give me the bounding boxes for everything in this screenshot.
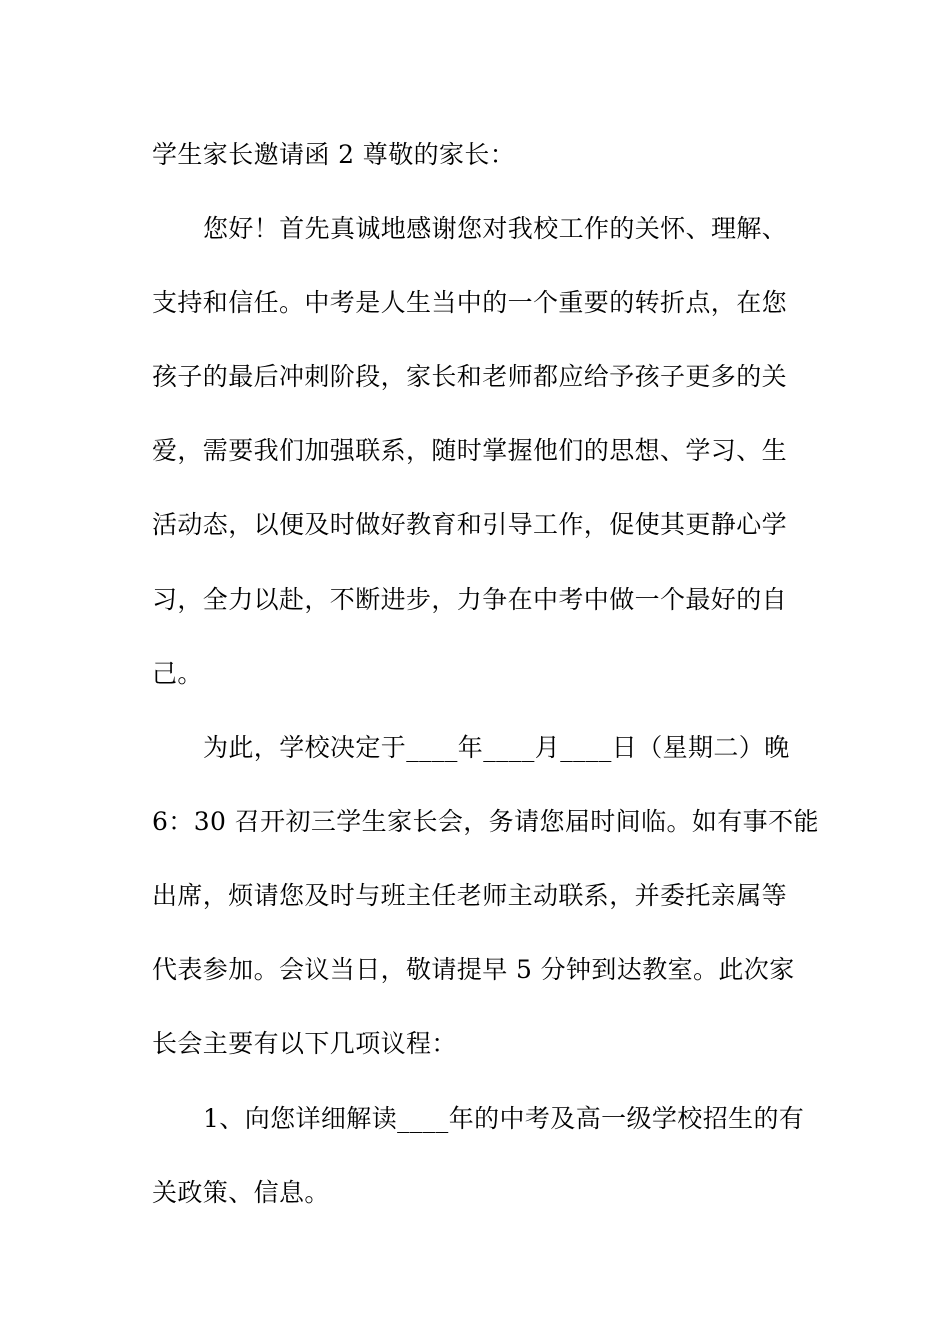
- letter-heading: 学生家长邀请函 2 尊敬的家长：: [152, 140, 516, 169]
- paragraph-2-line-3: 出席，烦请您及时与班主任老师主动联系，并委托亲属等: [152, 881, 788, 910]
- paragraph-1-line-4: 爱，需要我们加强联系，随时掌握他们的思想、学习、生: [152, 436, 788, 465]
- paragraph-1-line-7: 己。: [152, 659, 203, 688]
- paragraph-1-line-6: 习，全力以赴，不断进步，力争在中考中做一个最好的自: [152, 585, 788, 614]
- paragraph-1-line-1: 您好！首先真诚地感谢您对我校工作的关怀、理解、: [203, 214, 788, 243]
- paragraph-2-line-4: 代表参加。会议当日，敬请提早 5 分钟到达教室。此次家: [152, 955, 795, 984]
- agenda-item-1-line-1: 1、向您详细解读____年的中考及高一级学校招生的有: [203, 1104, 805, 1133]
- agenda-item-1-line-2: 关政策、信息。: [152, 1178, 330, 1207]
- paragraph-1-line-2: 支持和信任。中考是人生当中的一个重要的转折点，在您: [152, 288, 788, 317]
- paragraph-2-line-2: 6：30 召开初三学生家长会，务请您届时间临。如有事不能: [152, 807, 819, 836]
- paragraph-1-line-5: 活动态，以便及时做好教育和引导工作，促使其更静心学: [152, 510, 788, 539]
- paragraph-2-line-1: 为此，学校决定于____年____月____日（星期二）晚: [203, 733, 790, 762]
- paragraph-2-line-5: 长会主要有以下几项议程：: [152, 1029, 457, 1058]
- paragraph-1-line-3: 孩子的最后冲刺阶段，家长和老师都应给予孩子更多的关: [152, 362, 788, 391]
